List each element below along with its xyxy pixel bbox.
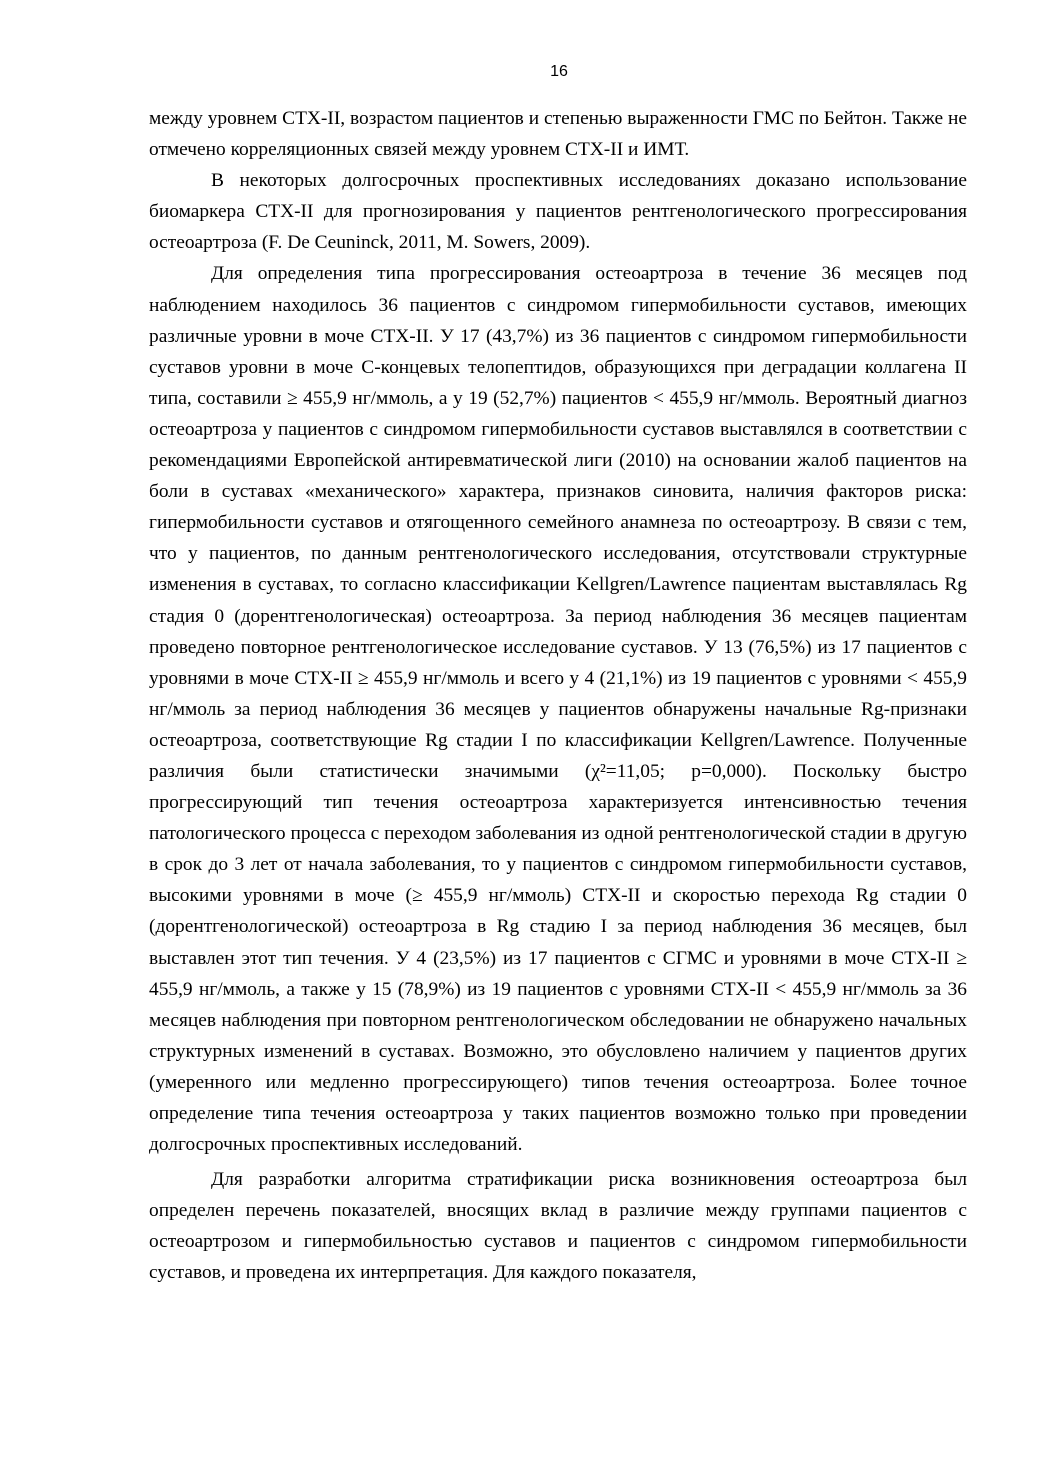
page-number: 16	[550, 63, 568, 80]
paragraph-1: между уровнем CTX-II, возрастом пациентов и степенью выраженности ГМС по Бейтон. Также не отмечено корреляционных связей между уровнем CTX-II и ИМТ.	[149, 108, 967, 161]
paragraph-2: В некоторых долгосрочных проспективных исследованиях доказано использование биомаркера CTX-II для прогнозирования у пациентов рентгенологического прогрессирования остеоартроза (F. De Ceuninck, 2011, M. Sowers, 2009).	[149, 170, 967, 254]
body-text	[149, 103, 967, 1289]
paragraph-4: Для разработки алгоритма стратификации риска возникновения остеоартроза был определен перечень показателей, вносящих вклад в различие между группами пациентов с остеоартрозом и гипермобильностью суставов и пациентов с синдромом гипермобильности суставов, и проведена их интерпретация. Для каждого показателя,	[149, 1169, 967, 1284]
paragraph-3: Для определения типа прогрессирования остеоартроза в течение 36 месяцев под наблюдением находилось 36 пациентов с синдромом гипермобильности суставов, имеющих различные уровни в моче CTX-II. У 17 (43,7%) из 36 пациентов с синдромом гипермобильности суставов уровни в моче С-концевых телопептидов, образующихся при деградации коллагена II типа, составили ≥ 455,9 нг/ммоль, а у 19 (52,7%) пациентов < 455,9 нг/ммоль. Вероятный диагноз остеоартроза у пациентов с синдромом гипермобильности суставов выставлялся в соответствии с рекомендациями Европейской антиревматической лиги (2010) на основании жалоб пациентов на боли в суставах «механического» характера, признаков синовита, наличия факторов риска: гипермобильности суставов и отягощенного семейного анамнеза по остеоартрозу. В связи с тем, что у пациентов, по данным рентгенологического исследования, отсутствовали структурные изменения в суставах, то согласно классификации Kellgren/Lawrence пациентам выставлялась Rg стадия 0 (дорентгенологическая) остеоартроза. За период наблюдения 36 месяцев пациентам проведено повторное рентгенологическое исследование суставов. У 13 (76,5%) из 17 пациентов с уровнями в моче CTX-II ≥ 455,9 нг/ммоль и всего у 4 (21,1%) из 19 пациентов с уровнями < 455,9 нг/ммоль за период наблюдения 36 месяцев у пациентов обнаружены начальные Rg-признаки остеоартроза, соответствующие Rg стадии I по классификации Kellgren/Lawrence. Полученные различия были статистически значимыми (χ²=11,05; p=0,000). Поскольку быстро прогрессирующий тип течения остеоартроза характеризуется интенсивностью течения патологического процесса с переходом заболевания из одной рентгенологической стадии в другую в срок до 3 лет от начала заболевания, то у пациентов с синдромом гипермобильности суставов, высокими уровнями в моче (≥ 455,9 нг/ммоль) CTX-II и скоростью перехода Rg стадии 0 (дорентгенологической) остеоартроза в Rg стадию I за период наблюдения 36 месяцев, был выставлен этот тип течения. У 4 (23,5%) из 17 пациентов с СГМС и уровнями в моче CTX-II ≥ 455,9 нг/ммоль, а также у 15 (78,9%) из 19 пациентов с уровнями CTX-II < 455,9 нг/ммоль за 36 месяцев наблюдения при повторном рентгенологическом обследовании не обнаружено начальных структурных изменений в суставах. Возможно, это обусловлено наличием у пациентов других (умеренного или медленно прогрессирующего) типов течения остеоартроза. Более точное определение типа течения остеоартроза у таких пациентов возможно только при проведении долгосрочных проспективных исследований.	[149, 263, 967, 1156]
